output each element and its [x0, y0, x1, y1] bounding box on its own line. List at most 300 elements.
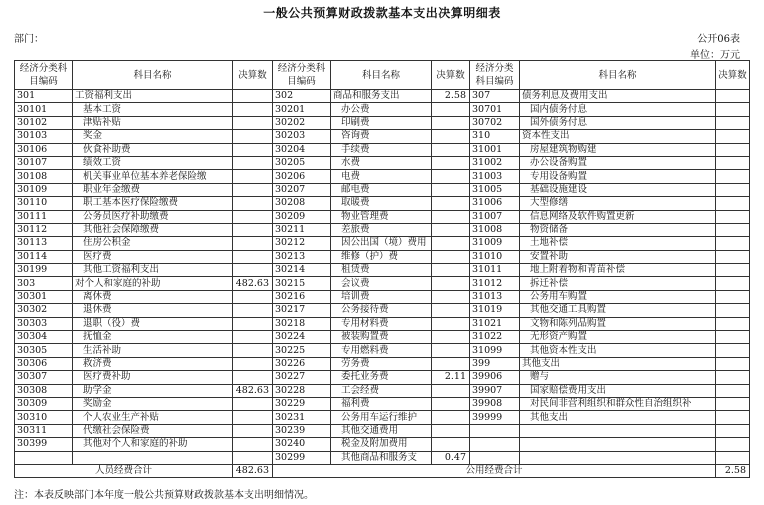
- name-cell: 工会经费: [331, 384, 432, 397]
- name-cell: 代缴社会保险费: [73, 424, 233, 437]
- code-cell: 39908: [470, 397, 520, 410]
- code-cell: 31009: [470, 237, 520, 250]
- code-cell: [470, 451, 520, 464]
- name-cell: 奖励金: [73, 397, 233, 410]
- name-cell: 医疗费补助: [73, 371, 233, 384]
- amount-cell: [233, 438, 273, 451]
- personnel-total-value: 482.63: [233, 464, 273, 477]
- name-cell: 其他商品和服务支: [331, 451, 432, 464]
- code-cell: 30107: [15, 156, 73, 169]
- code-cell: 30702: [470, 116, 520, 129]
- code-cell: 39999: [470, 411, 520, 424]
- name-cell: 退休费: [73, 304, 233, 317]
- amount-cell: [716, 317, 750, 330]
- col-header-code: 经济分类科目编码: [273, 61, 331, 90]
- amount-cell: [233, 397, 273, 410]
- name-cell: 福利费: [331, 397, 432, 410]
- code-cell: 30207: [273, 183, 331, 196]
- personnel-total-label: 人员经费合计: [15, 464, 233, 477]
- amount-cell: [233, 237, 273, 250]
- code-cell: 30108: [15, 170, 73, 183]
- name-cell: 住房公积金: [73, 237, 233, 250]
- code-cell: 30213: [273, 250, 331, 263]
- table-row: [15, 357, 750, 370]
- amount-cell: [716, 183, 750, 196]
- name-cell: 对个人和家庭的补助: [73, 277, 233, 290]
- name-cell: 国内债务付息: [520, 103, 716, 116]
- table-row: [15, 411, 750, 424]
- col-header-amount: 决算数: [716, 61, 750, 90]
- code-cell: 30303: [15, 317, 73, 330]
- name-cell: 其他交通工具购置: [520, 304, 716, 317]
- amount-cell: 482.63: [233, 277, 273, 290]
- code-cell: 30299: [273, 451, 331, 464]
- amount-cell: [432, 331, 470, 344]
- department-label: 部门：: [14, 34, 44, 45]
- code-cell: 30215: [273, 277, 331, 290]
- name-cell: 拆迁补偿: [520, 277, 716, 290]
- table-row: [15, 397, 750, 410]
- amount-cell: [233, 317, 273, 330]
- code-cell: 30211: [273, 223, 331, 236]
- name-cell: 差旅费: [331, 223, 432, 236]
- amount-cell: [432, 411, 470, 424]
- amount-cell: [432, 143, 470, 156]
- code-cell: 30111: [15, 210, 73, 223]
- amount-cell: [432, 264, 470, 277]
- code-cell: 31013: [470, 290, 520, 303]
- code-cell: 307: [470, 90, 520, 103]
- code-cell: 30209: [273, 210, 331, 223]
- name-cell: 劳务费: [331, 357, 432, 370]
- name-cell: 地上附着物和青苗补偿: [520, 264, 716, 277]
- name-cell: 物业管理费: [331, 210, 432, 223]
- code-cell: 301: [15, 90, 73, 103]
- col-header-code: 经济分类科目编码: [470, 61, 520, 90]
- name-cell: 办公设备购置: [520, 156, 716, 169]
- amount-cell: [233, 143, 273, 156]
- name-cell: 税金及附加费用: [331, 438, 432, 451]
- name-cell: [520, 451, 716, 464]
- code-cell: 399: [470, 357, 520, 370]
- name-cell: 大型修缮: [520, 197, 716, 210]
- table-row: [15, 344, 750, 357]
- amount-cell: [716, 223, 750, 236]
- code-cell: 30101: [15, 103, 73, 116]
- name-cell: 电费: [331, 170, 432, 183]
- name-cell: 邮电费: [331, 183, 432, 196]
- col-header-code: 经济分类科目编码: [15, 61, 73, 90]
- code-cell: 31003: [470, 170, 520, 183]
- table-row: [15, 250, 750, 263]
- table-body: [15, 90, 750, 465]
- code-cell: 30112: [15, 223, 73, 236]
- code-cell: 31010: [470, 250, 520, 263]
- code-cell: 302: [273, 90, 331, 103]
- amount-cell: [233, 223, 273, 236]
- code-cell: 30310: [15, 411, 73, 424]
- table-row: [15, 143, 750, 156]
- code-cell: 30109: [15, 183, 73, 196]
- amount-cell: [233, 103, 273, 116]
- amount-cell: [432, 317, 470, 330]
- name-cell: 专用燃料费: [331, 344, 432, 357]
- name-cell: 医疗费: [73, 250, 233, 263]
- code-cell: 30305: [15, 344, 73, 357]
- code-cell: 31001: [470, 143, 520, 156]
- amount-cell: [432, 223, 470, 236]
- name-cell: 公务用车购置: [520, 290, 716, 303]
- name-cell: [520, 424, 716, 437]
- name-cell: 工资福利支出: [73, 90, 233, 103]
- code-cell: 31021: [470, 317, 520, 330]
- name-cell: 信息网络及软件购置更新: [520, 210, 716, 223]
- code-cell: 30216: [273, 290, 331, 303]
- name-cell: 基本工资: [73, 103, 233, 116]
- unit-label: 单位：万元: [690, 50, 740, 61]
- expenditure-table: [14, 60, 750, 478]
- name-cell: 其他交通费用: [331, 424, 432, 437]
- amount-cell: [716, 143, 750, 156]
- name-cell: 公务接待费: [331, 304, 432, 317]
- code-cell: 30201: [273, 103, 331, 116]
- name-cell: 津贴补贴: [73, 116, 233, 129]
- amount-cell: [233, 197, 273, 210]
- name-cell: 房屋建筑物购建: [520, 143, 716, 156]
- col-header-name: 科目名称: [331, 61, 432, 90]
- amount-cell: [432, 183, 470, 196]
- code-cell: 30203: [273, 130, 331, 143]
- code-cell: [470, 424, 520, 437]
- name-cell: 资本性支出: [520, 130, 716, 143]
- code-cell: [470, 438, 520, 451]
- amount-cell: [716, 156, 750, 169]
- amount-cell: [432, 156, 470, 169]
- table-header-row: [15, 61, 750, 90]
- amount-cell: [233, 357, 273, 370]
- name-cell: 安置补助: [520, 250, 716, 263]
- amount-cell: [233, 371, 273, 384]
- code-cell: 30218: [273, 317, 331, 330]
- code-cell: 30311: [15, 424, 73, 437]
- amount-cell: [716, 451, 750, 464]
- name-cell: 职工基本医疗保险缴费: [73, 197, 233, 210]
- amount-cell: [233, 304, 273, 317]
- amount-cell: [716, 90, 750, 103]
- name-cell: 取暖费: [331, 197, 432, 210]
- amount-cell: [233, 130, 273, 143]
- code-cell: 30701: [470, 103, 520, 116]
- code-cell: 30240: [273, 438, 331, 451]
- name-cell: 奖金: [73, 130, 233, 143]
- code-cell: 31006: [470, 197, 520, 210]
- amount-cell: [233, 156, 273, 169]
- name-cell: 公务用车运行维护: [331, 411, 432, 424]
- amount-cell: [233, 210, 273, 223]
- col-header-name: 科目名称: [520, 61, 716, 90]
- name-cell: 国外债务付息: [520, 116, 716, 129]
- amount-cell: [432, 197, 470, 210]
- amount-cell: [432, 130, 470, 143]
- amount-cell: [233, 411, 273, 424]
- amount-cell: [716, 197, 750, 210]
- amount-cell: [432, 277, 470, 290]
- name-cell: 专用材料费: [331, 317, 432, 330]
- name-cell: 国家赔偿费用支出: [520, 384, 716, 397]
- name-cell: 基础设施建设: [520, 183, 716, 196]
- amount-cell: [716, 424, 750, 437]
- name-cell: 职业年金缴费: [73, 183, 233, 196]
- name-cell: 委托业务费: [331, 371, 432, 384]
- col-header-amount: 决算数: [432, 61, 470, 90]
- col-header-amount: 决算数: [233, 61, 273, 90]
- code-cell: 30212: [273, 237, 331, 250]
- amount-cell: [716, 210, 750, 223]
- name-cell: 机关事业单位基本养老保险缴: [73, 170, 233, 183]
- code-cell: 31002: [470, 156, 520, 169]
- amount-cell: [716, 277, 750, 290]
- amount-cell: [716, 290, 750, 303]
- code-cell: 30225: [273, 344, 331, 357]
- code-cell: 31011: [470, 264, 520, 277]
- amount-cell: [716, 250, 750, 263]
- amount-cell: [233, 424, 273, 437]
- amount-cell: [432, 237, 470, 250]
- code-cell: 30199: [15, 264, 73, 277]
- code-cell: 30113: [15, 237, 73, 250]
- table-row: [15, 331, 750, 344]
- table-row: [15, 223, 750, 236]
- table-row: [15, 130, 750, 143]
- code-cell: 30399: [15, 438, 73, 451]
- code-cell: 303: [15, 277, 73, 290]
- code-cell: 30302: [15, 304, 73, 317]
- code-cell: [15, 451, 73, 464]
- table-row: [15, 183, 750, 196]
- amount-cell: 2.11: [432, 371, 470, 384]
- name-cell: 物资储备: [520, 223, 716, 236]
- name-cell: 助学金: [73, 384, 233, 397]
- code-cell: 30226: [273, 357, 331, 370]
- amount-cell: [432, 438, 470, 451]
- amount-cell: [432, 424, 470, 437]
- code-cell: 30110: [15, 197, 73, 210]
- code-cell: 31019: [470, 304, 520, 317]
- code-cell: 31005: [470, 183, 520, 196]
- table-row: [15, 210, 750, 223]
- code-cell: 30102: [15, 116, 73, 129]
- table-row: [15, 290, 750, 303]
- name-cell: 其他对个人和家庭的补助: [73, 438, 233, 451]
- amount-cell: 2.58: [432, 90, 470, 103]
- name-cell: 公务员医疗补助缴费: [73, 210, 233, 223]
- amount-cell: [233, 90, 273, 103]
- totals-row: [15, 464, 750, 477]
- code-cell: 30106: [15, 143, 73, 156]
- table-row: [15, 371, 750, 384]
- code-cell: 30228: [273, 384, 331, 397]
- code-cell: 30217: [273, 304, 331, 317]
- table-row: [15, 277, 750, 290]
- table-row: [15, 90, 750, 103]
- name-cell: 因公出国（境）费用: [331, 237, 432, 250]
- amount-cell: [233, 264, 273, 277]
- footnote: 注：本表反映部门本年度一般公共预算财政拨款基本支出明细情况。: [14, 490, 314, 501]
- name-cell: 商品和服务支出: [331, 90, 432, 103]
- code-cell: 30307: [15, 371, 73, 384]
- amount-cell: [233, 331, 273, 344]
- public-total-value: 2.58: [716, 464, 750, 477]
- name-cell: 印刷费: [331, 116, 432, 129]
- code-cell: 30227: [273, 371, 331, 384]
- code-cell: 39907: [470, 384, 520, 397]
- amount-cell: [432, 210, 470, 223]
- name-cell: 退职（役）费: [73, 317, 233, 330]
- name-cell: 生活补助: [73, 344, 233, 357]
- amount-cell: [716, 130, 750, 143]
- name-cell: 培训费: [331, 290, 432, 303]
- table-row: [15, 317, 750, 330]
- amount-cell: [716, 384, 750, 397]
- code-cell: 31007: [470, 210, 520, 223]
- amount-cell: [716, 438, 750, 451]
- amount-cell: [716, 116, 750, 129]
- name-cell: 咨询费: [331, 130, 432, 143]
- name-cell: 会议费: [331, 277, 432, 290]
- amount-cell: [233, 344, 273, 357]
- amount-cell: [432, 116, 470, 129]
- name-cell: [520, 438, 716, 451]
- name-cell: 抚恤金: [73, 331, 233, 344]
- name-cell: 文物和陈列品购置: [520, 317, 716, 330]
- code-cell: 31099: [470, 344, 520, 357]
- amount-cell: [716, 344, 750, 357]
- code-cell: 30224: [273, 331, 331, 344]
- amount-cell: [233, 170, 273, 183]
- code-cell: 30306: [15, 357, 73, 370]
- amount-cell: [432, 250, 470, 263]
- amount-cell: [716, 237, 750, 250]
- name-cell: 水费: [331, 156, 432, 169]
- name-cell: 办公费: [331, 103, 432, 116]
- amount-cell: [233, 250, 273, 263]
- amount-cell: [233, 451, 273, 464]
- table-row: [15, 424, 750, 437]
- name-cell: 离休费: [73, 290, 233, 303]
- name-cell: 土地补偿: [520, 237, 716, 250]
- table-row: [15, 304, 750, 317]
- name-cell: 维修（护）费: [331, 250, 432, 263]
- table-row: [15, 438, 750, 451]
- name-cell: 专用设备购置: [520, 170, 716, 183]
- amount-cell: [716, 304, 750, 317]
- name-cell: 伙食补助费: [73, 143, 233, 156]
- code-cell: 30202: [273, 116, 331, 129]
- code-cell: 30308: [15, 384, 73, 397]
- name-cell: 无形资产购置: [520, 331, 716, 344]
- amount-cell: [432, 103, 470, 116]
- amount-cell: [233, 116, 273, 129]
- name-cell: 手续费: [331, 143, 432, 156]
- amount-cell: [233, 290, 273, 303]
- code-cell: 31022: [470, 331, 520, 344]
- code-cell: 31012: [470, 277, 520, 290]
- code-cell: 31008: [470, 223, 520, 236]
- amount-cell: [432, 397, 470, 410]
- amount-cell: [432, 304, 470, 317]
- code-cell: 30114: [15, 250, 73, 263]
- name-cell: 债务利息及费用支出: [520, 90, 716, 103]
- code-cell: 30301: [15, 290, 73, 303]
- amount-cell: [716, 331, 750, 344]
- amount-cell: 0.47: [432, 451, 470, 464]
- amount-cell: [716, 397, 750, 410]
- amount-cell: [716, 170, 750, 183]
- name-cell: 其他支出: [520, 411, 716, 424]
- amount-cell: [432, 357, 470, 370]
- name-cell: 被装购置费: [331, 331, 432, 344]
- name-cell: 绩效工资: [73, 156, 233, 169]
- code-cell: 30214: [273, 264, 331, 277]
- amount-cell: [432, 170, 470, 183]
- name-cell: [73, 451, 233, 464]
- public-total-label: 公用经费合计: [273, 464, 716, 477]
- table-row: [15, 103, 750, 116]
- code-cell: 30239: [273, 424, 331, 437]
- code-cell: 30206: [273, 170, 331, 183]
- name-cell: 个人农业生产补贴: [73, 411, 233, 424]
- name-cell: 租赁费: [331, 264, 432, 277]
- code-cell: 39906: [470, 371, 520, 384]
- code-cell: 30204: [273, 143, 331, 156]
- code-cell: 30231: [273, 411, 331, 424]
- report-title: 一般公共预算财政拨款基本支出决算明细表: [263, 6, 501, 20]
- code-cell: 30309: [15, 397, 73, 410]
- table-row: [15, 451, 750, 464]
- code-cell: 30304: [15, 331, 73, 344]
- code-cell: 310: [470, 130, 520, 143]
- amount-cell: [432, 384, 470, 397]
- amount-cell: [716, 411, 750, 424]
- name-cell: 救济费: [73, 357, 233, 370]
- name-cell: 其他社会保障缴费: [73, 223, 233, 236]
- table-row: [15, 170, 750, 183]
- form-number: 公开06表: [697, 34, 740, 45]
- code-cell: 30208: [273, 197, 331, 210]
- name-cell: 赠与: [520, 371, 716, 384]
- amount-cell: 482.63: [233, 384, 273, 397]
- amount-cell: [432, 290, 470, 303]
- table-row: [15, 237, 750, 250]
- amount-cell: [716, 357, 750, 370]
- table-row: [15, 264, 750, 277]
- name-cell: 其他工资福利支出: [73, 264, 233, 277]
- amount-cell: [432, 344, 470, 357]
- name-cell: 对民间非营利组织和群众性自治组织补: [520, 397, 716, 410]
- amount-cell: [716, 103, 750, 116]
- table-row: [15, 384, 750, 397]
- amount-cell: [716, 264, 750, 277]
- table-row: [15, 116, 750, 129]
- code-cell: 30229: [273, 397, 331, 410]
- amount-cell: [233, 183, 273, 196]
- name-cell: 其他资本性支出: [520, 344, 716, 357]
- code-cell: 30205: [273, 156, 331, 169]
- amount-cell: [716, 371, 750, 384]
- code-cell: 30103: [15, 130, 73, 143]
- col-header-name: 科目名称: [73, 61, 233, 90]
- name-cell: 其他支出: [520, 357, 716, 370]
